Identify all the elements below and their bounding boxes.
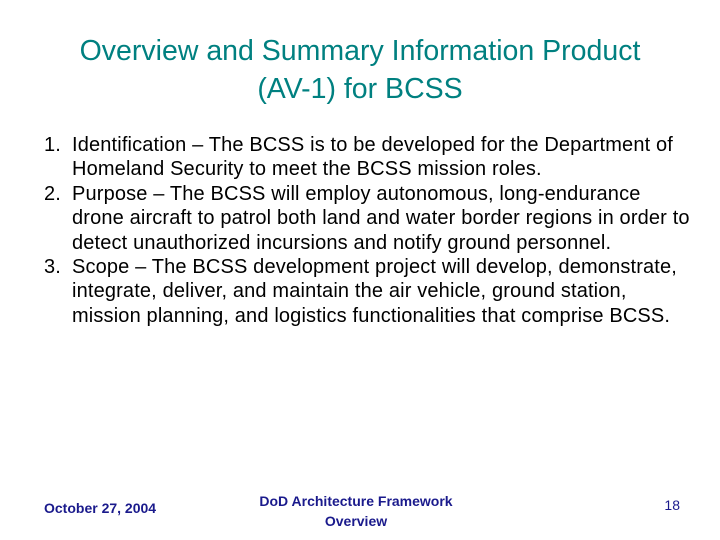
slide-title-line-2: (AV-1) for BCSS [257, 73, 463, 105]
footer-title-line-1: DoD Architecture Framework [259, 493, 453, 509]
page-number: 18 [664, 497, 680, 513]
slide-title-line-1: Overview and Summary Information Product [79, 35, 641, 67]
list-item-identification [44, 133, 694, 182]
footer-title-line-2: Overview [324, 513, 388, 529]
numbered-list [44, 133, 694, 328]
list-item-text: Identification – The BCSS is to be developed for the Department of Homeland Security to meet the BCSS mission roles. [72, 134, 673, 181]
list-item-number: 1. [44, 134, 61, 156]
footer-title [230, 491, 482, 531]
list-item-number: 3. [44, 256, 61, 279]
slide-title [30, 32, 690, 108]
list-item-scope [44, 255, 694, 328]
list-item-text: Purpose – The BCSS will employ autonomous, long-endurance drone aircraft to patrol both land and water border regions in order to detect unauthorized incursions and notify ground personnel. [72, 182, 690, 254]
footer-date: October 27, 2004 [44, 500, 157, 516]
list-item-purpose [44, 182, 694, 255]
list-item-text: Scope – The BCSS development project will develop, demonstrate, integrate, deliver, and maintain the air vehicle, ground station, mission planning, and logistics functionalities that comprise BCSS. [72, 256, 677, 327]
list-item-number: 2. [44, 182, 61, 205]
